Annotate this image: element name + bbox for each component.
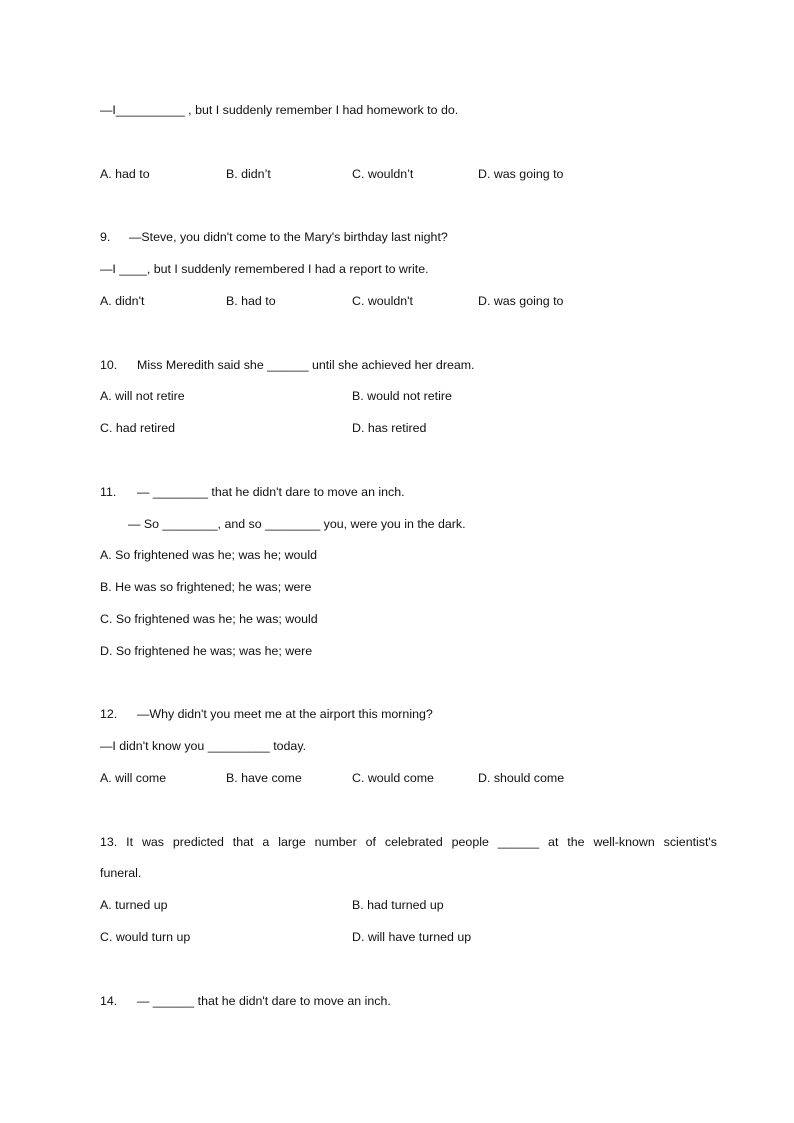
q9-option-b: B. had to xyxy=(226,294,276,308)
q12-option-c: C. would come xyxy=(352,771,434,785)
q11-option-a: A. So frightened was he; was he; would xyxy=(100,548,317,562)
q11-option-c: C. So frightened was he; he was; would xyxy=(100,612,318,626)
q12-option-b: B. have come xyxy=(226,771,302,785)
q8-dialog-b: —I__________ , but I suddenly remember I had homework to do. xyxy=(100,103,459,117)
q10-option-d: D. has retired xyxy=(352,421,427,435)
q14-dialog-a xyxy=(100,993,391,1009)
q13-stem-line1 xyxy=(100,834,717,850)
q13-stem-line2: funeral. xyxy=(100,866,142,880)
q13-number: 13. xyxy=(100,835,118,849)
q11-dialog-a-text: — ________ that he didn't dare to move an inch. xyxy=(137,485,405,499)
q9-dialog-b: —I ____, but I suddenly remembered I had a report to write. xyxy=(100,262,429,276)
q8-option-d: D. was going to xyxy=(478,167,564,181)
q8-option-a: A. had to xyxy=(100,167,150,181)
q9-option-a: A. didn't xyxy=(100,294,145,308)
q12-dialog-a xyxy=(100,706,433,722)
q13-option-b: B. had turned up xyxy=(352,898,444,912)
q9-option-c: C. wouldn't xyxy=(352,294,413,308)
q10-option-a: A. will not retire xyxy=(100,389,185,403)
q13-option-a: A. turned up xyxy=(100,898,168,912)
q11-option-d: D. So frightened he was; was he; were xyxy=(100,644,313,658)
q10-option-b: B. would not retire xyxy=(352,389,452,403)
q9-option-d: D. was going to xyxy=(478,294,564,308)
q9-dialog-a xyxy=(100,229,448,245)
q13-option-d: D. will have turned up xyxy=(352,930,472,944)
q12-dialog-b: —I didn't know you _________ today. xyxy=(100,739,307,753)
q12-option-d: D. should come xyxy=(478,771,565,785)
q9-dialog-a-text: —Steve, you didn't come to the Mary's birthday last night? xyxy=(129,230,448,244)
q8-option-b: B. didn’t xyxy=(226,167,271,181)
q11-option-b: B. He was so frightened; he was; were xyxy=(100,580,312,594)
q11-dialog-a xyxy=(100,484,405,500)
q14-number: 14. xyxy=(100,994,118,1008)
q13-stem-text: It was predicted that a large number of celebrated people ______ at the well-known scientist's xyxy=(126,835,717,849)
q10-stem-text: Miss Meredith said she ______ until she achieved her dream. xyxy=(137,358,475,372)
q10-stem xyxy=(100,357,475,373)
q8-option-c: C. wouldn’t xyxy=(352,167,414,181)
q13-option-c: C. would turn up xyxy=(100,930,191,944)
q12-dialog-a-text: —Why didn't you meet me at the airport this morning? xyxy=(137,707,433,721)
q12-option-a: A. will come xyxy=(100,771,167,785)
q11-number: 11. xyxy=(100,485,117,499)
q11-dialog-b: — So ________, and so ________ you, were you in the dark. xyxy=(128,517,466,531)
q14-dialog-a-text: — ______ that he didn't dare to move an inch. xyxy=(137,994,391,1008)
q12-number: 12. xyxy=(100,707,118,721)
q9-number: 9. xyxy=(100,230,111,244)
q10-number: 10. xyxy=(100,358,118,372)
q10-option-c: C. had retired xyxy=(100,421,176,435)
